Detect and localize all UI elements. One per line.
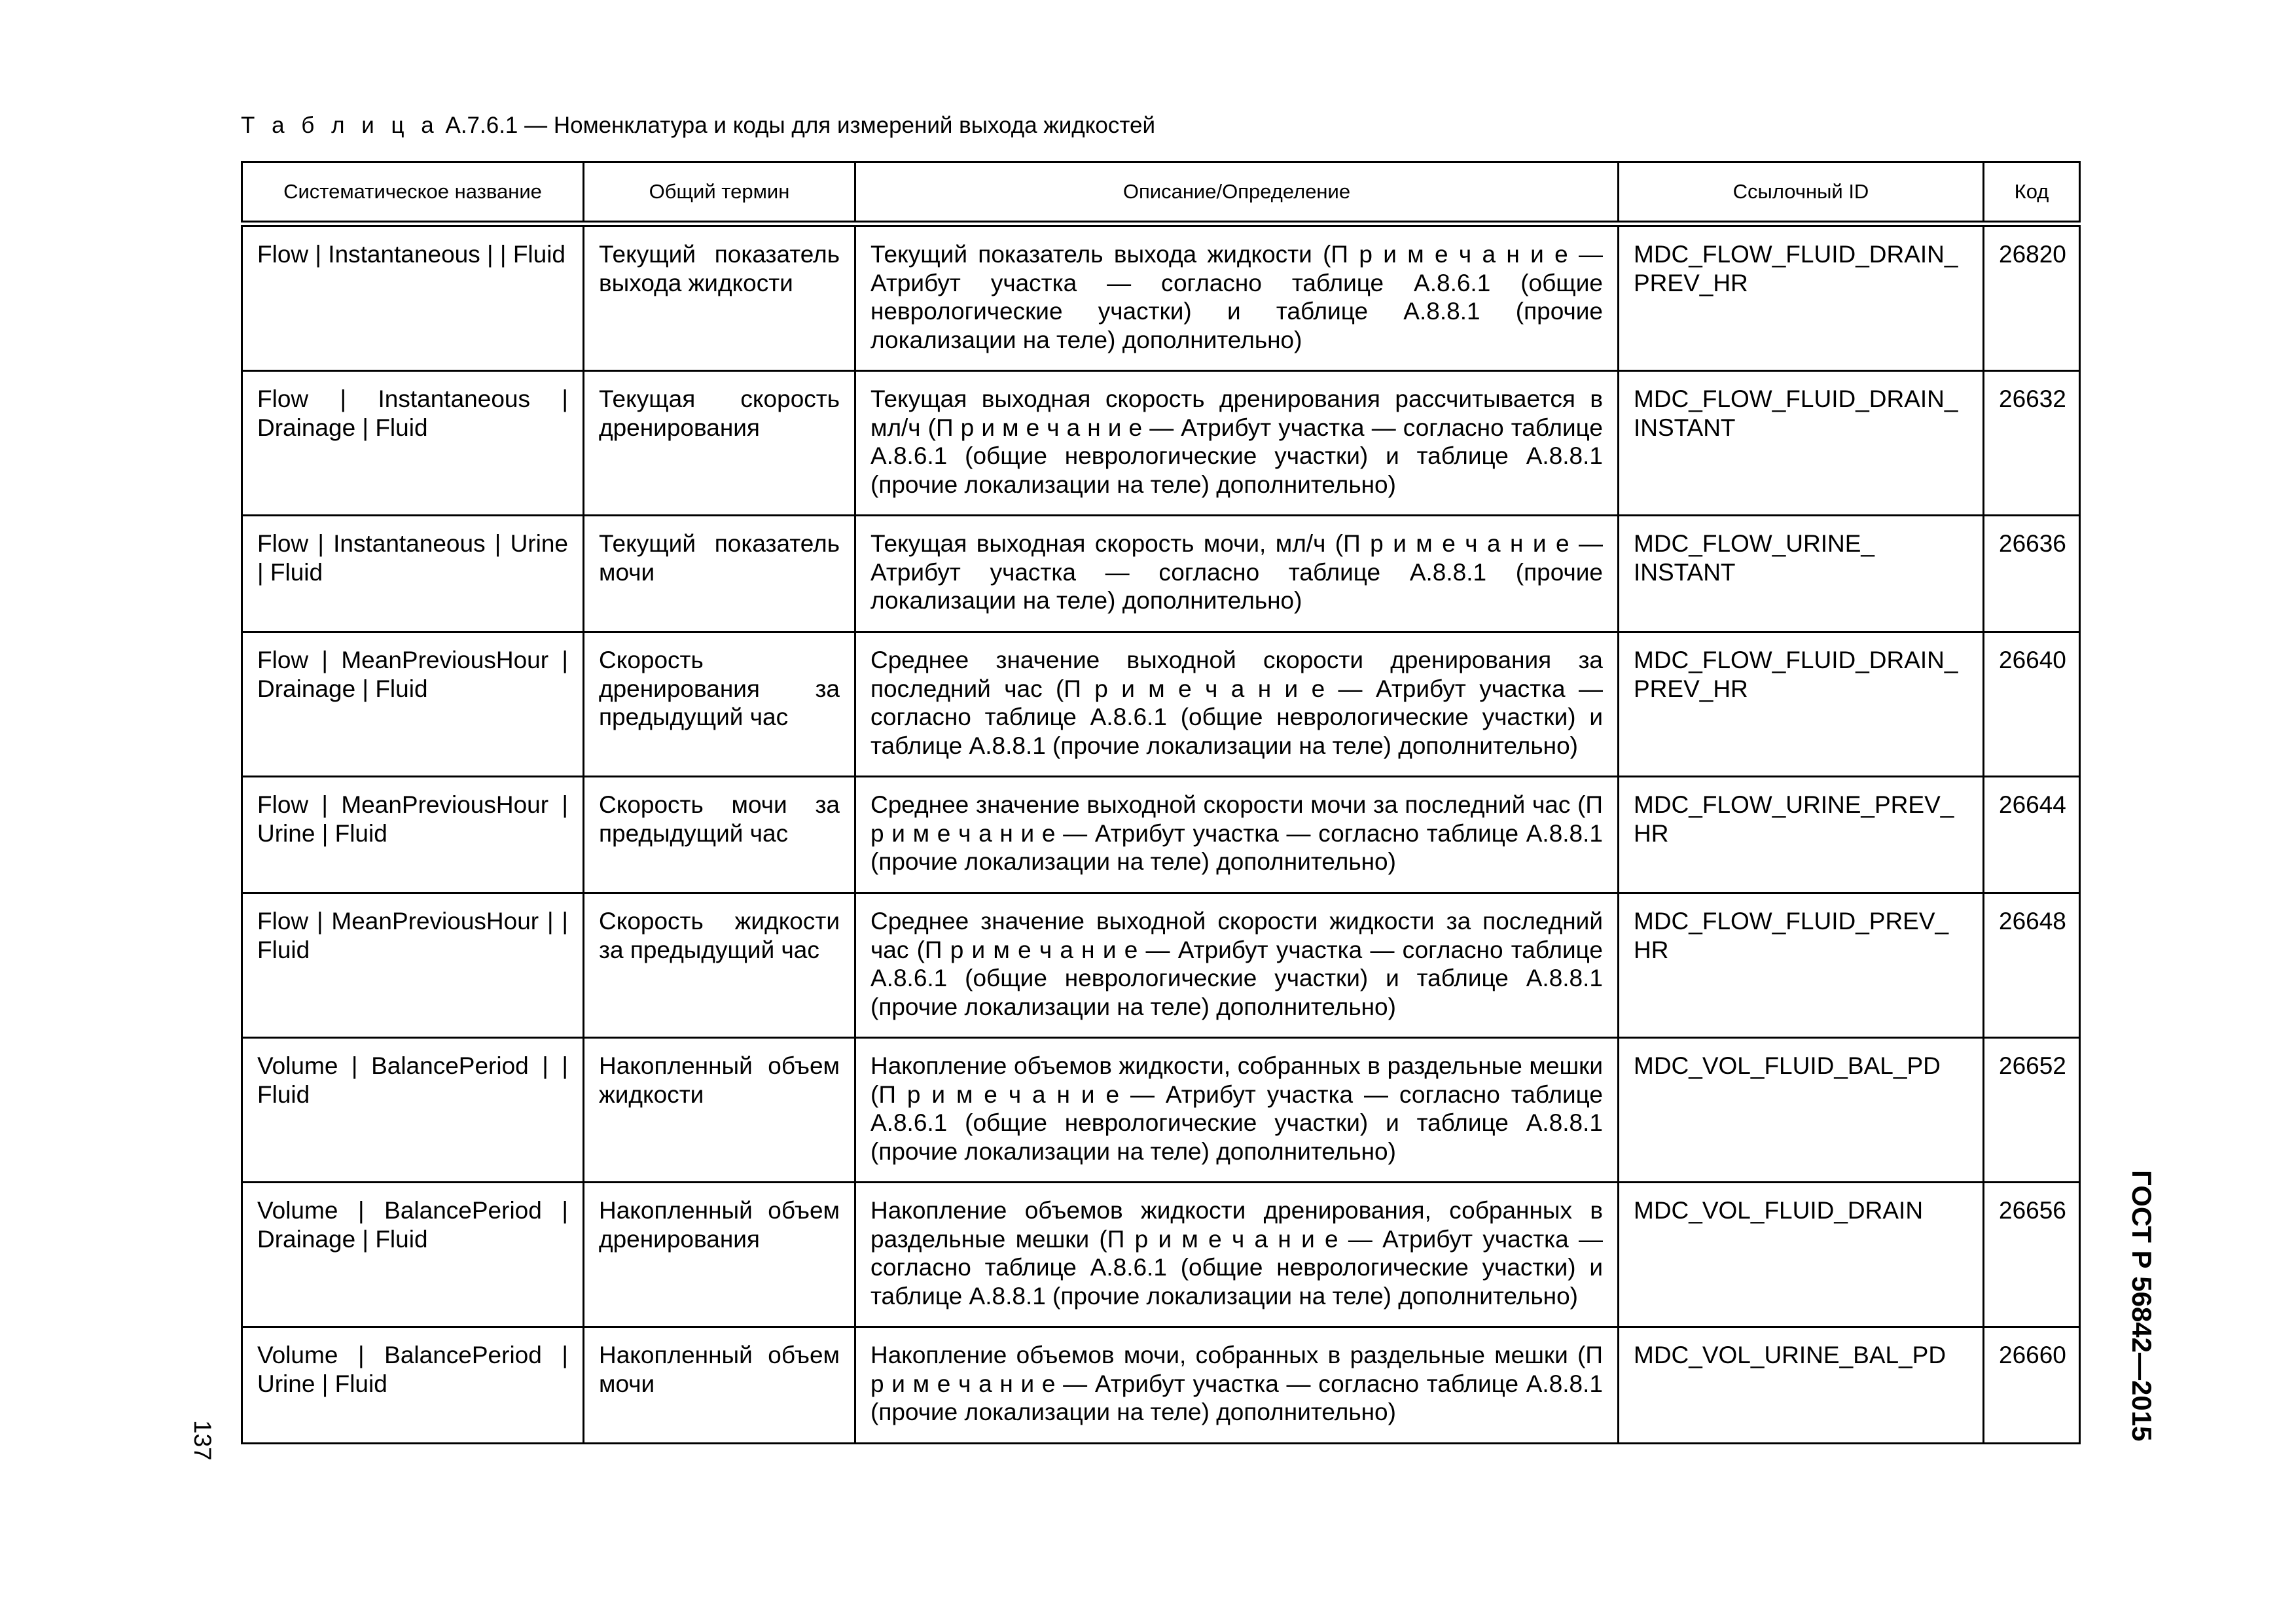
table-row [242,1038,2080,1183]
cell-common-term: Скорость мочи за предыдущий час [584,777,855,893]
cell-description: Накопление объемов мочи, собранных в раздельные мешки (П р и м е ч а н и е — Атрибут участка — согласно таблице А.8.8.1 (прочие локализации на теле) дополнительно) [855,1327,1619,1444]
cell-description: Среднее значение выходной скорости дренирования за последний час (П р и м е ч а н и е — Атрибут участка — согласно таблице А.8.6.1 (общие неврологические участки) и таблице А.8.8.1 (прочие локализации на теле) дополнительно) [855,632,1619,777]
table-row [242,893,2080,1038]
table-row [242,777,2080,893]
cell-description: Накопление объемов жидкости дренирования, собранных в раздельные мешки (П р и м е ч а н и е — Атрибут участка — согласно таблице А.8.6.1 (общие неврологические участки) и таблице А.8.8.1 (прочие локализации на теле) дополнительно) [855,1183,1619,1327]
cell-common-term: Накопленный объем мочи [584,1327,855,1444]
cell-code: 26640 [1984,632,2080,777]
table-row [242,632,2080,777]
cell-description: Среднее значение выходной скорости жидкости за последний час (П р и м е ч а н и е — Атрибут участка — согласно таблице А.8.6.1 (общие неврологические участки) и таблице А.8.8.1 (прочие локализации на теле) дополнительно) [855,893,1619,1038]
cell-systematic-name: Flow | MeanPreviousHour | Urine | Fluid [242,777,584,893]
nomenclature-table [241,161,2081,1444]
table-row [242,516,2080,632]
cell-description: Среднее значение выходной скорости мочи за последний час (П р и м е ч а н и е — Атрибут участка — согласно таблице А.8.8.1 (прочие локализации на теле) дополнительно) [855,777,1619,893]
header-code: Код [1984,162,2080,224]
cell-code: 26648 [1984,893,2080,1038]
cell-reference-id: MDC_FLOW_URINE_ INSTANT [1619,516,1984,632]
cell-systematic-name: Flow | Instantaneous | | Fluid [242,224,584,371]
cell-reference-id: MDC_VOL_URINE_BAL_PD [1619,1327,1984,1444]
cell-description: Текущая выходная скорость мочи, мл/ч (П р и м е ч а н и е — Атрибут участка — согласно таблице А.8.8.1 (прочие локализации на теле) дополнительно) [855,516,1619,632]
cell-systematic-name: Flow | MeanPreviousHour | | Fluid [242,893,584,1038]
page-number: 137 [189,1420,216,1461]
cell-description: Текущая выходная скорость дренирования рассчитывается в мл/ч (П р и м е ч а н и е — Атрибут участка — согласно таблице А.8.6.1 (общие неврологические участки) и таблице А.8.8.1 (прочие локализации на теле) дополнительно) [855,371,1619,516]
cell-common-term: Текущая скорость дренирования [584,371,855,516]
cell-code: 26644 [1984,777,2080,893]
cell-common-term: Скорость дренирования за предыдущий час [584,632,855,777]
cell-systematic-name: Flow | Instantaneous | Drainage | Fluid [242,371,584,516]
cell-systematic-name: Volume | BalancePeriod | Drainage | Fluid [242,1183,584,1327]
cell-code: 26656 [1984,1183,2080,1327]
header-common-term: Общий термин [584,162,855,224]
cell-reference-id: MDC_FLOW_FLUID_PREV_ HR [1619,893,1984,1038]
cell-common-term: Накопленный объем дренирования [584,1183,855,1327]
cell-reference-id: MDC_FLOW_FLUID_DRAIN_ INSTANT [1619,371,1984,516]
cell-reference-id: MDC_FLOW_FLUID_DRAIN_ PREV_HR [1619,224,1984,371]
cell-reference-id: MDC_FLOW_URINE_PREV_ HR [1619,777,1984,893]
table-caption [241,110,1155,141]
cell-common-term: Текущий показатель выхода жидкости [584,224,855,371]
cell-description: Текущий показатель выхода жидкости (П р и м е ч а н и е — Атрибут участка — согласно таблице А.8.6.1 (общие неврологические участки) и таблице А.8.8.1 (прочие локализации на теле) дополнительно) [855,224,1619,371]
cell-code: 26660 [1984,1327,2080,1444]
cell-reference-id: MDC_VOL_FLUID_BAL_PD [1619,1038,1984,1183]
cell-systematic-name: Volume | BalancePeriod | Urine | Fluid [242,1327,584,1444]
cell-common-term: Скорость жидкости за предыдущий час [584,893,855,1038]
table-header-row [242,162,2080,224]
cell-reference-id: MDC_VOL_FLUID_DRAIN [1619,1183,1984,1327]
cell-code: 26652 [1984,1038,2080,1183]
cell-systematic-name: Flow | MeanPreviousHour | Drainage | Fluid [242,632,584,777]
cell-code: 26636 [1984,516,2080,632]
cell-code: 26632 [1984,371,2080,516]
table-row [242,1327,2080,1444]
table-row [242,1183,2080,1327]
table-row [242,224,2080,371]
cell-reference-id: MDC_FLOW_FLUID_DRAIN_ PREV_HR [1619,632,1984,777]
cell-systematic-name: Flow | Instantaneous | Urine | Fluid [242,516,584,632]
cell-description: Накопление объемов жидкости, собранных в раздельные мешки (П р и м е ч а н и е — Атрибут участка — согласно таблице А.8.6.1 (общие неврологические участки) и таблице А.8.8.1 (прочие локализации на теле) дополнительно) [855,1038,1619,1183]
cell-systematic-name: Volume | BalancePeriod | | Fluid [242,1038,584,1183]
table-caption-prefix: Т а б л и ц а [241,113,439,138]
cell-common-term: Текущий показатель мочи [584,516,855,632]
document-id: ГОСТ Р 56842—2015 [2126,1170,2157,1442]
table-caption-text: А.7.6.1 — Номенклатура и коды для измерений выхода жидкостей [445,113,1156,138]
table-row [242,371,2080,516]
header-systematic-name: Систематическое название [242,162,584,224]
cell-code: 26820 [1984,224,2080,371]
cell-common-term: Накопленный объем жидкости [584,1038,855,1183]
header-reference-id: Ссылочный ID [1619,162,1984,224]
header-description: Описание/Определение [855,162,1619,224]
